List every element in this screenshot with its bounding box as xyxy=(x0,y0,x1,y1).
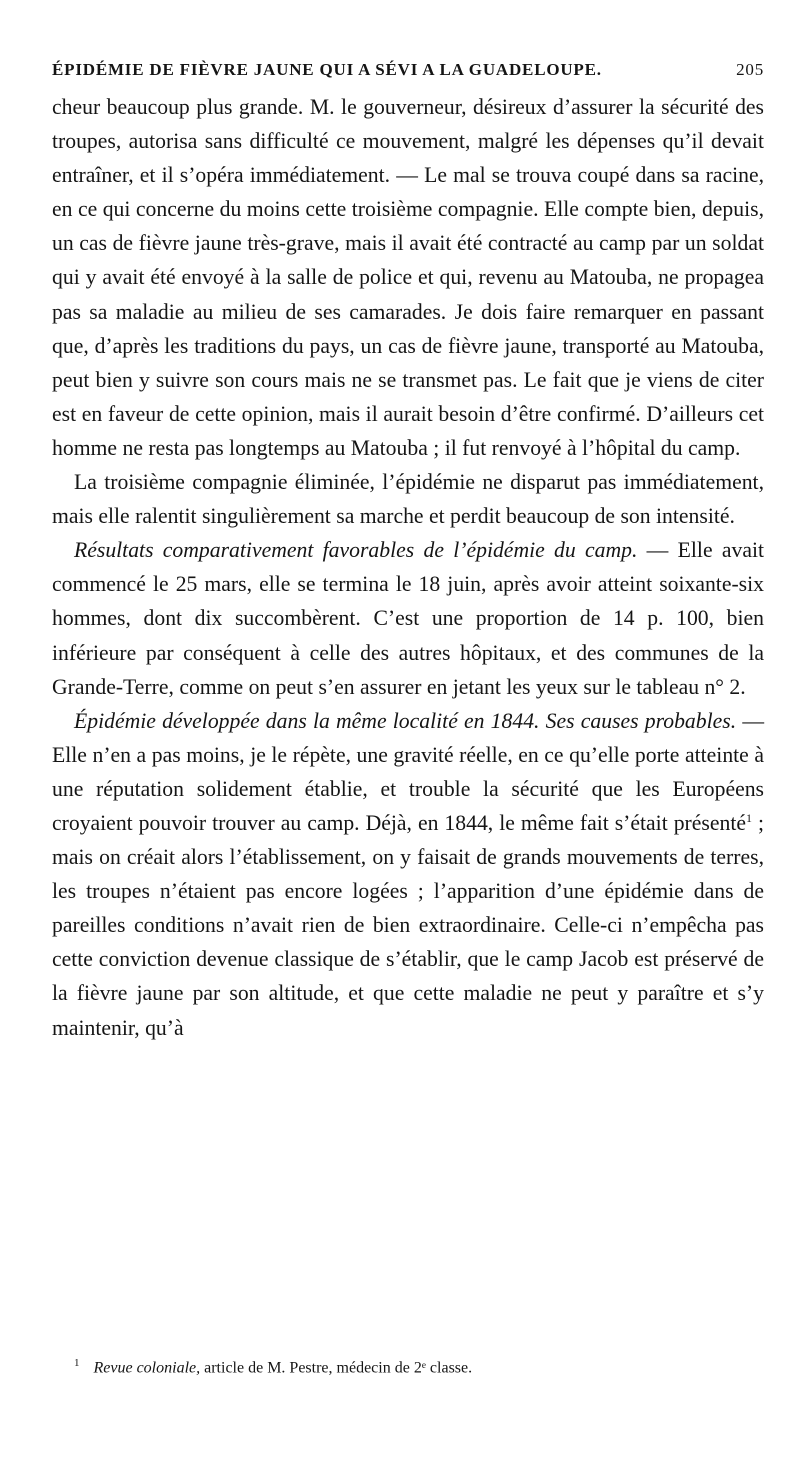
footnote-reference: 1 xyxy=(745,810,752,825)
footnote-text: article de M. Pestre, médecin de 2ᵉ classe. xyxy=(200,1359,473,1377)
book-page xyxy=(52,60,764,1045)
paragraph-4 xyxy=(52,704,764,1045)
section-heading-epidemic-1844: Épidémie développée dans la même localité en 1844. Ses causes probables. xyxy=(74,708,737,733)
paragraph-1: cheur beaucoup plus grande. M. le gouverneur, désireux d’assurer la sécurité des troupes, autorisa sans difficulté ce mouvement, malgré les dépenses qu’il devait entraîner, et il s’opéra immédiatement. — Le mal se trouva coupé dans sa racine, en ce qui concerne du moins cette troisième compagnie. Elle compte bien, depuis, un cas de fièvre jaune très-grave, mais il avait été contracté au camp par un soldat qui y avait été envoyé à la salle de police et qui, revenu au Matouba, ne propagea pas sa maladie au milieu de ses camarades. Je dois faire remarquer en passant que, d’après les traditions du pays, un cas de fièvre jaune, transporté au Matouba, peut bien y suivre son cours mais ne se transmet pas. Le fait que je viens de citer est en faveur de cette opinion, mais il aurait besoin d’être confirmé. D’ailleurs cet homme ne resta pas longtemps au Matouba ; il fut renvoyé à l’hôpital du camp. xyxy=(52,95,764,460)
paragraph-2: La troisième compagnie éliminée, l’épidémie ne disparut pas immédiatement, mais elle ralentit singulièrement sa marche et perdit beaucoup de son intensité. xyxy=(52,470,764,529)
paragraph-4-text-b: ; mais on créait alors l’établissement, on y faisait de grands mouvements de terres, les troupes n’étaient pas encore logées ; l’apparition d’une épidémie dans de pareilles conditions n’avait rien de bien extraordinaire. Celle-ci n’empêcha pas cette conviction devenue classique de s’établir, que le camp Jacob est préservé de la fièvre jaune par son altitude, et que cette maladie ne peut y paraître et s’y maintenir, qu’à xyxy=(52,810,765,1040)
footnote xyxy=(52,1352,764,1379)
paragraph-3-text: — Elle avait commencé le 25 mars, elle se termina le 18 juin, après avoir atteint soixante-six hommes, dont dix succombèrent. C’est une proportion de 14 p. 100, bien inférieure par conséquent à celle des autres hôpitaux, et des communes de la Grande-Terre, comme on peut s’en assurer en jetant les yeux sur le tableau n° 2. xyxy=(52,538,765,699)
footnote-mark: 1 xyxy=(74,1357,80,1369)
page-header xyxy=(52,60,764,80)
footnote-source: Revue coloniale, xyxy=(93,1359,201,1377)
running-title: ÉPIDÉMIE DE FIÈVRE JAUNE QUI A SÉVI A LA GUADELOUPE. xyxy=(52,60,602,79)
body-text xyxy=(52,90,764,1045)
paragraph-3 xyxy=(52,533,764,703)
paragraph-4-text-a: — Elle n’en a pas moins, je le répète, une gravité réelle, en ce qu’elle porte atteinte à une réputation solidement établie, et trouble la sécurité que les Européens croyaient pouvoir trouver au camp. Déjà, en 1844, le même fait s’était présenté xyxy=(52,708,764,835)
page-number: 205 xyxy=(736,60,764,79)
section-heading-results: Résultats comparativement favorables de l’épidémie du camp. xyxy=(74,538,638,563)
